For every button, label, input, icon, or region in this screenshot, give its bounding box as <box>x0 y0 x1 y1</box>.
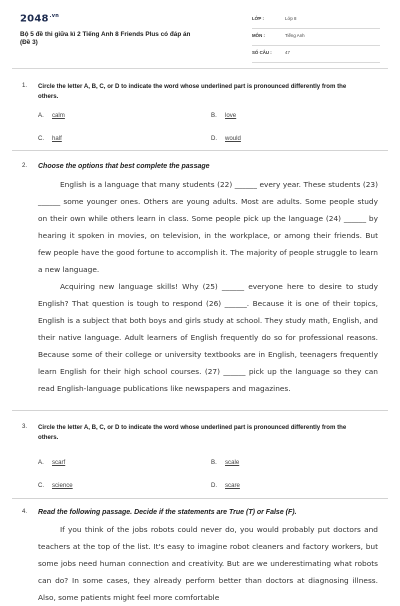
option-letter: C. <box>38 135 45 142</box>
site-logo[interactable] <box>20 13 59 24</box>
option-word: calm <box>52 112 65 119</box>
meta-label: SỐ CÂU : <box>252 50 272 55</box>
question-number: 4. <box>22 508 28 515</box>
option-letter: C. <box>38 482 45 489</box>
option-word: science <box>52 482 73 489</box>
option-word: half <box>52 135 62 142</box>
meta-label: LỚP : <box>252 16 264 21</box>
logo-suffix: .vn <box>49 13 59 19</box>
option-letter: D. <box>211 482 218 489</box>
option-d[interactable] <box>211 135 241 142</box>
question-divider <box>12 410 388 411</box>
question-3 <box>22 423 380 493</box>
option-d[interactable] <box>211 482 240 489</box>
passage-paragraph: English is a language that many students (22) ______ every year. These students (23) ______ some younger ones. Others are young adults. Most are adults. Some people study on their own while others learn in class. Some people pick up the language (24) ______ by hearing it spoken in movies, on television, in the workplace, or among their friends. But few people have the good fortune to accomplish it. The majority of people struggle to learn a new language. <box>38 180 378 274</box>
header-divider <box>12 68 388 69</box>
question-prompt: Read the following passage. Decide if the statements are True (T) or False (F). <box>38 509 297 516</box>
passage-paragraph: If you think of the jobs robots could never do, you would probably put doctors and teachers at the top of the list. It's easy to imagine robot cleaners and factory workers, but some jobs need human connection and creativity. But are we underestimating what robots can do? In some cases, they already perform better than doctors at diagnosing illness. Also, some patients might feel more comfortable <box>38 525 378 602</box>
question-divider <box>12 150 388 151</box>
question-4 <box>22 508 380 520</box>
option-word: scale <box>225 459 240 466</box>
meta-label: MÔN : <box>252 33 265 38</box>
option-word: scare <box>225 482 240 489</box>
option-b[interactable] <box>211 112 236 119</box>
option-word: love <box>225 112 237 119</box>
question-number: 1. <box>22 82 28 89</box>
option-a[interactable] <box>38 112 65 119</box>
document-title-line2: (Đề 3) <box>20 39 38 47</box>
passage-paragraph: Acquiring new language skills! Why (25) ______ everyone here to desire to study English? That question is tough to respond (26) ______. Because it is one of their topics, English is a subject that both boys and girls study at school. They study math, English, and their native language. Adult learners of English frequently do so for professional reasons. Because some of their college or university textbooks are in English, teenagers frequently learn English for their high school courses. (27) ______ pick up the language so they can read English-language publications like newspapers and magazines. <box>38 282 378 393</box>
question-prompt: Circle the letter A, B, C, or D to indicate the word whose underlined part is pronounced differently from the others. <box>38 424 347 441</box>
option-c[interactable] <box>38 482 73 489</box>
question-prompt: Choose the options that best complete the passage <box>38 163 210 170</box>
logo-text: 2048 <box>20 13 49 25</box>
option-c[interactable] <box>38 135 62 142</box>
option-letter: D. <box>211 135 218 142</box>
question-divider <box>12 498 388 499</box>
option-a[interactable] <box>38 459 65 466</box>
meta-value: Tiếng Anh <box>285 33 305 38</box>
meta-row-subject <box>252 29 380 46</box>
option-word: scarf <box>52 459 66 466</box>
meta-value: 47 <box>285 50 290 55</box>
meta-value: Lớp 8 <box>285 16 297 21</box>
question-number: 2. <box>22 162 28 169</box>
meta-row-count <box>252 46 380 63</box>
page-header <box>0 0 400 60</box>
document-title <box>20 31 235 47</box>
meta-row-class <box>252 12 380 29</box>
passage-q2 <box>38 176 378 397</box>
question-2 <box>22 162 380 174</box>
question-number: 3. <box>22 423 28 430</box>
option-letter: B. <box>211 112 217 119</box>
passage-q4 <box>38 521 378 606</box>
document-meta <box>252 12 380 63</box>
option-word: would <box>225 135 241 142</box>
question-prompt: Circle the letter A, B, C, or D to indicate the word whose underlined part is pronounced differently from the others. <box>38 83 347 100</box>
question-1 <box>22 82 380 142</box>
option-letter: A. <box>38 459 44 466</box>
option-letter: B. <box>211 459 217 466</box>
option-b[interactable] <box>211 459 239 466</box>
option-letter: A. <box>38 112 44 119</box>
document-title-line1: Bộ 5 đề thi giữa kì 2 Tiếng Anh 8 Friends Plus có đáp án <box>20 31 191 38</box>
